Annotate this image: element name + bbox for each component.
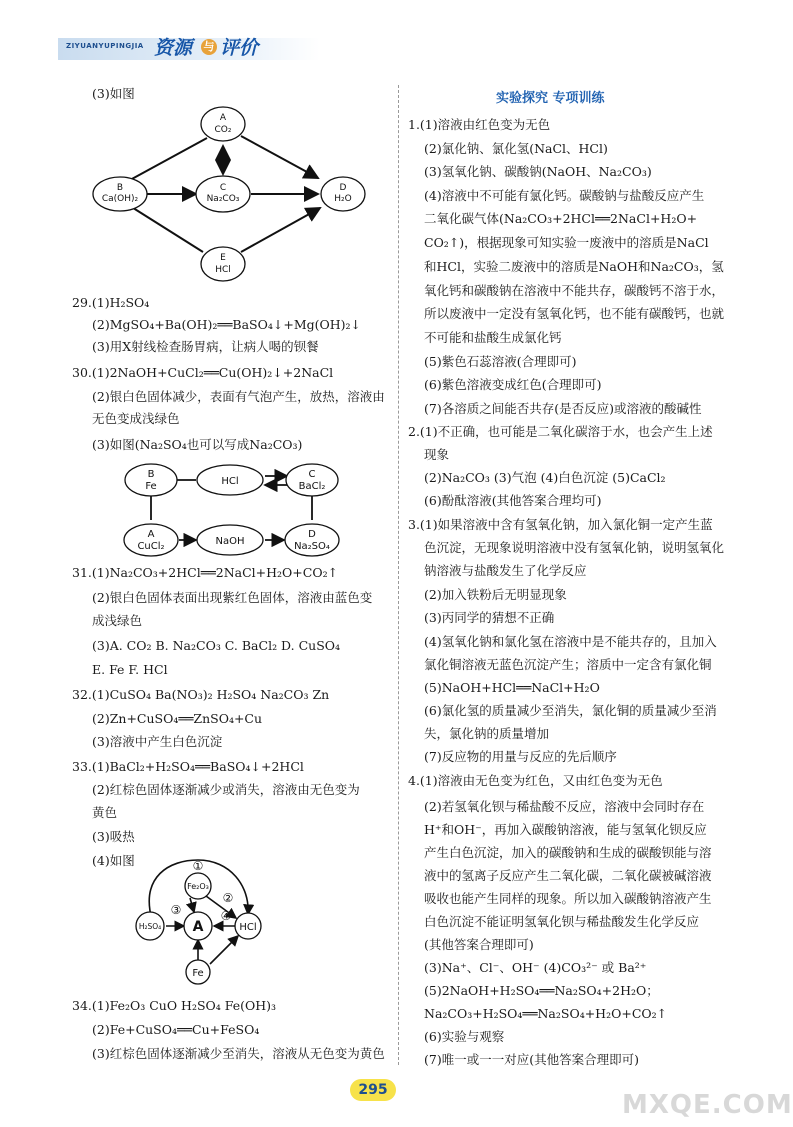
- answer-line: (2)若氢氧化钡与稀盐酸不反应，溶液中会同时存在: [424, 799, 705, 814]
- answer-line: (4)如图: [92, 853, 135, 868]
- n2-b-formula: Fe: [145, 481, 157, 492]
- answer-line: Na₂CO₃+H₂SO₄══Na₂SO₄+H₂O+CO₂↑: [424, 1006, 668, 1021]
- answer-line: (2)银白色固体减少，表面有气泡产生，放热，溶液由: [92, 389, 385, 404]
- answer-line: 白色沉淀不能证明氢氧化钡与稀盐酸发生化学反应: [424, 914, 700, 929]
- step-4: ④: [220, 909, 232, 923]
- answer-line: 和HCl，实验二废液中的溶质是NaOH和Na₂CO₃，氢: [424, 259, 724, 274]
- answer-line: (3)A. CO₂ B. Na₂CO₃ C. BaCl₂ D. CuSO₄: [92, 638, 341, 653]
- n2-c-letter: C: [308, 469, 316, 480]
- answer-line: (2)氯化钠、氯化氢(NaCl、HCl): [424, 141, 608, 156]
- node-a: A: [192, 919, 204, 935]
- answer-line: (3)丙同学的猜想不正确: [424, 610, 555, 625]
- answer-line: 33.(1)BaCl₂+H₂SO₄══BaSO₄↓+2HCl: [72, 759, 304, 774]
- n2-b-letter: B: [147, 469, 155, 480]
- answer-line: 吸收也能产生同样的现象。所以加入碳酸钠溶液产生: [424, 891, 712, 906]
- answer-line: 黄色: [92, 805, 118, 820]
- answer-line: (3)溶液中产生白色沉淀: [92, 734, 223, 749]
- answer-line: (7)各溶质之间能否共存(是否反应)或溶液的酸碱性: [424, 401, 702, 416]
- column-divider: [398, 85, 399, 1065]
- header-title-mid: 与: [201, 39, 217, 55]
- node-e-letter: E: [220, 253, 226, 263]
- header-subtitle: ZIYUANYUPINGJIA: [66, 42, 144, 50]
- answer-line: 不可能和盐酸生成氯化钙: [424, 330, 562, 345]
- answer-line: (2)红棕色固体逐渐减少或消失，溶液由无色变为: [92, 782, 360, 797]
- node-b-letter: B: [116, 183, 124, 193]
- answer-line: (3)如图: [92, 86, 135, 101]
- answer-line: (5)紫色石蕊溶液(合理即可): [424, 354, 577, 369]
- answer-line: (7)唯一或一一对应(其他答案合理即可): [424, 1052, 639, 1067]
- answer-line: (3)氢氧化钠、碳酸钠(NaOH、Na₂CO₃): [424, 164, 652, 179]
- n2-hcl: HCl: [221, 476, 239, 487]
- node-fe2o3: Fe₂O₃: [187, 882, 209, 891]
- answer-line: (6)紫色溶液变成红色(合理即可): [424, 377, 602, 392]
- answer-line: (5)2NaOH+H₂SO₄══Na₂SO₄+2H₂O；: [424, 983, 659, 998]
- header-title-b: 评价: [220, 37, 259, 59]
- step-2: ②: [222, 891, 234, 905]
- answer-line: (3)红棕色固体逐渐减少至消失，溶液从无色变为黄色: [92, 1046, 385, 1061]
- header-title-a: 资源: [154, 37, 193, 59]
- step-1: ①: [192, 859, 204, 873]
- answer-line: 4.(1)溶液由无色变为红色，又由红色变为无色: [408, 773, 663, 788]
- answer-line: 3.(1)如果溶液中含有氢氧化钠，加入氯化铜一定产生蓝: [408, 517, 713, 532]
- answer-line: 30.(1)2NaOH+CuCl₂══Cu(OH)₂↓+2NaCl: [72, 365, 334, 380]
- node-c-letter: C: [219, 183, 227, 193]
- answer-line: (6)实验与观察: [424, 1029, 505, 1044]
- answer-line: (2)银白色固体表面出现紫红色固体，溶液由蓝色变: [92, 590, 373, 605]
- answer-line: 氯化铜溶液无蓝色沉淀产生；溶质中一定含有氯化铜: [424, 657, 712, 672]
- answer-line: H⁺和OH⁻，再加入碳酸钠溶液，能与氢氧化钡反应: [424, 822, 707, 837]
- answer-line: 液中的氢离子反应产生二氧化碳，二氧化碳被碱溶液: [424, 868, 712, 883]
- n2-c-formula: BaCl₂: [298, 481, 326, 492]
- answer-line: (3)Na⁺、Cl⁻、OH⁻ (4)CO₃²⁻ 或 Ba²⁺: [424, 960, 647, 975]
- answer-line: (2)Fe+CuSO₄══Cu+FeSO₄: [92, 1022, 260, 1037]
- answer-line: (2)MgSO₄+Ba(OH)₂══BaSO₄↓+Mg(OH)₂↓: [92, 317, 362, 332]
- answer-line: (3)吸热: [92, 829, 135, 844]
- answer-line: 31.(1)Na₂CO₃+2HCl══2NaCl+H₂O+CO₂↑: [72, 565, 339, 580]
- diagram-co2-network: [90, 104, 380, 284]
- answer-line: 成浅绿色: [92, 613, 143, 628]
- answer-line: (2)Zn+CuSO₄══ZnSO₄+Cu: [92, 711, 263, 726]
- node-fe: Fe: [192, 968, 204, 979]
- answer-line: (4)氢氧化钠和氯化氢在溶液中是不能共存的，且加入: [424, 634, 717, 649]
- answer-line: 钠溶液与盐酸发生了化学反应: [424, 563, 587, 578]
- answer-line: 无色变成浅绿色: [92, 411, 180, 426]
- node-hcl: HCl: [239, 922, 257, 933]
- answer-line: (4)溶液中不可能有氯化钙。碳酸钠与盐酸反应产生: [424, 188, 705, 203]
- answer-line: 失，氯化钠的质量增加: [424, 726, 550, 741]
- answer-line: (2)加入铁粉后无明显现象: [424, 587, 567, 602]
- node-a-letter: A: [219, 113, 227, 123]
- section-title: 实验探究 专项训练: [496, 91, 605, 106]
- answer-line: (2)Na₂CO₃ (3)气泡 (4)白色沉淀 (5)CaCl₂: [424, 470, 666, 485]
- page-number: 295: [350, 1079, 396, 1101]
- answer-line: (6)氯化氢的质量减少至消失，氯化铜的质量减少至消: [424, 703, 717, 718]
- node-d-letter: D: [339, 183, 347, 193]
- n2-d-letter: D: [308, 529, 316, 540]
- answer-line: CO₂↑)，根据现象可知实验一废液中的溶质是NaCl: [424, 235, 709, 250]
- n2-a-letter: A: [147, 529, 155, 540]
- diagram-fe-network: [122, 462, 352, 556]
- answer-line: 32.(1)CuSO₄ Ba(NO₃)₂ H₂SO₄ Na₂CO₃ Zn: [72, 687, 330, 702]
- answer-line: 二氧化碳气体(Na₂CO₃+2HCl══2NaCl+H₂O+: [424, 211, 698, 226]
- answer-line: 所以废液中一定没有氢氧化钙，也不能有碳酸钙，也就: [424, 306, 725, 321]
- answer-line: 色沉淀，无现象说明溶液中没有氢氧化钠，说明氢氧化: [424, 540, 725, 555]
- header-title: [154, 33, 192, 60]
- n2-a-formula: CuCl₂: [137, 541, 165, 552]
- answer-line: 现象: [424, 447, 450, 462]
- watermark: MXQE.COM: [622, 1090, 793, 1120]
- answer-line: 29.(1)H₂SO₄: [72, 295, 150, 310]
- node-h2so4: H₂SO₄: [138, 922, 162, 931]
- node-a-formula: CO₂: [214, 125, 232, 135]
- step-3: ③: [170, 903, 182, 917]
- page-header: [58, 30, 320, 64]
- n2-naoh: NaOH: [215, 536, 245, 547]
- answer-line: (7)反应物的用量与反应的先后顺序: [424, 749, 617, 764]
- answer-line: (3)如图(Na₂SO₄也可以写成Na₂CO₃): [92, 437, 303, 452]
- answer-line: E. Fe F. HCl: [92, 662, 168, 677]
- node-c-formula: Na₂CO₃: [206, 194, 240, 204]
- answer-line: (其他答案合理即可): [424, 937, 534, 952]
- answer-line: 氧化钙和碳酸钠在溶液中不能共存，碳酸钙不溶于水，: [424, 283, 725, 298]
- node-e-formula: HCl: [215, 265, 231, 275]
- answer-line: 34.(1)Fe₂O₃ CuO H₂SO₄ Fe(OH)₃: [72, 998, 277, 1013]
- answer-line: (6)酚酞溶液(其他答案合理均可): [424, 493, 602, 508]
- node-b-formula: Ca(OH)₂: [101, 194, 139, 204]
- answer-line: 1.(1)溶液由红色变为无色: [408, 117, 551, 132]
- answer-line: 产生白色沉淀，加入的碳酸钠和生成的碳酸钡能与溶: [424, 845, 712, 860]
- diagram-a-cycle: [130, 856, 270, 986]
- answer-line: (3)用X射线检查肠胃病，让病人喝的钡餐: [92, 339, 319, 354]
- answer-line: (5)NaOH+HCl══NaCl+H₂O: [424, 680, 600, 695]
- answer-line: 2.(1)不正确，也可能是二氧化碳溶于水，也会产生上述: [408, 424, 713, 439]
- n2-d-formula: Na₂SO₄: [294, 541, 330, 552]
- node-d-formula: H₂O: [334, 194, 352, 204]
